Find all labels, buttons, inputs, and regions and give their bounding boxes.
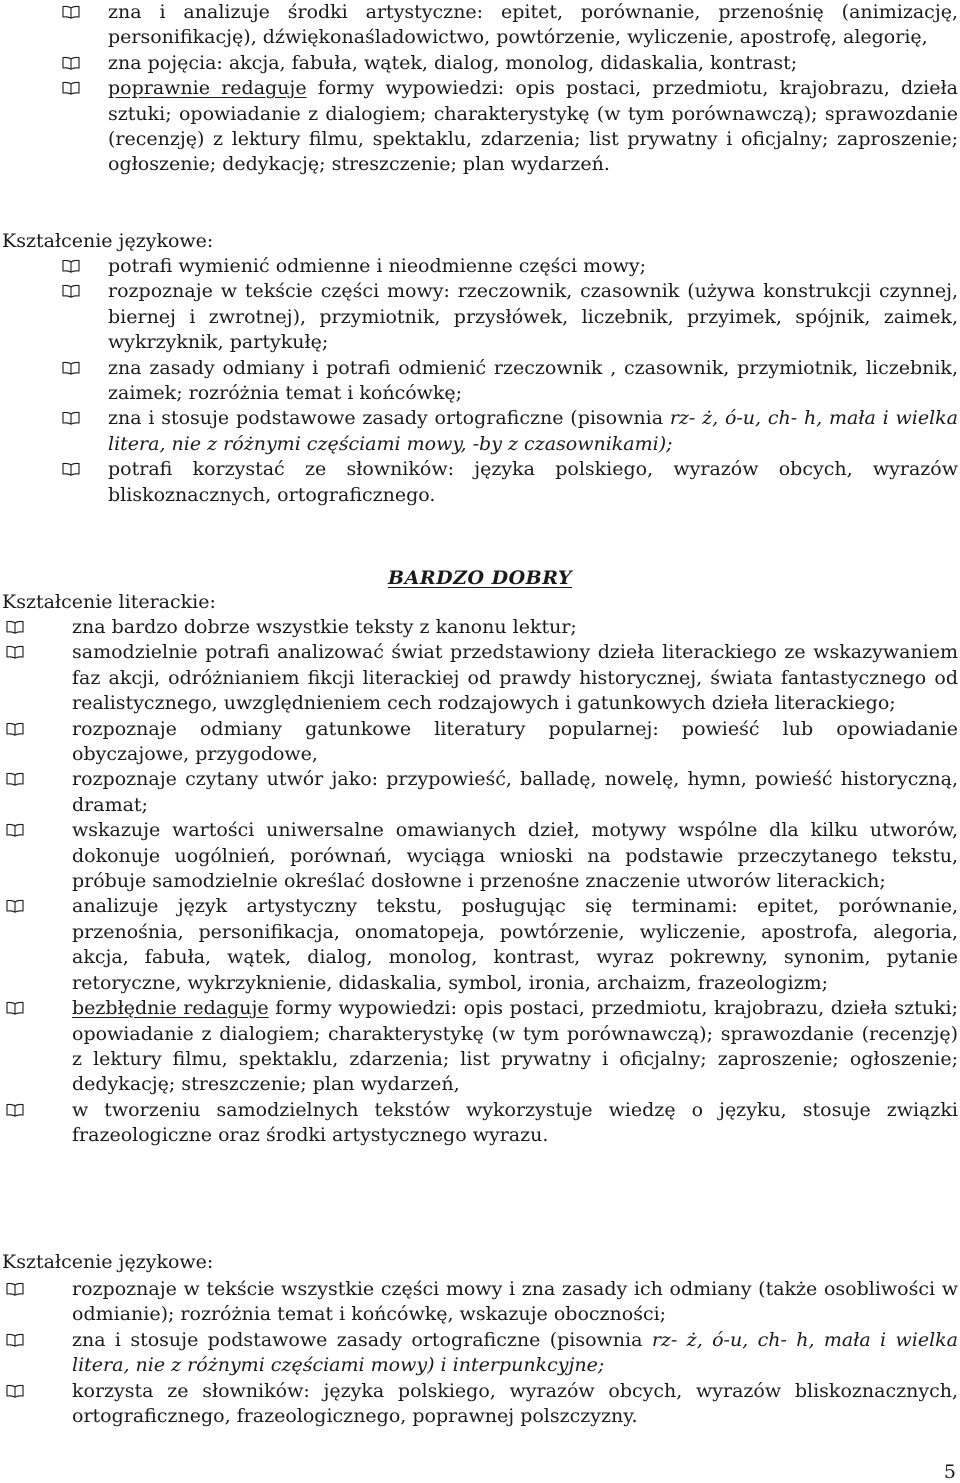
book-icon (62, 56, 80, 70)
list-item: samodzielnie potrafi analizować świat przedstawiony dzieła literackiego ze wskazywaniem faz akcji, odróżnianiem fikcji literackiej od prawdy historycznej, świata fantastycznego od realistycznego, uwzględnieniem cech rodzajowych i gatunkowych dzieła literackiego; (72, 640, 958, 716)
book-icon (6, 1384, 24, 1398)
book-icon (6, 645, 24, 659)
book-icon (6, 823, 24, 837)
list-item: zna i analizuje środki artystyczne: epitet, porównanie, przenośnię (animizację, personifikację), dźwiękonaśladowictwo, powtórzenie, wyliczenie, apostrofę, alegorię, (108, 0, 958, 51)
book-icon (6, 620, 24, 634)
section-heading-language-2: Kształcenie językowe: (2, 1251, 214, 1273)
italic-phrase: rz- ż, ó-u, ch- h, mała i wielka litera, nie z różnymi częściami mowy) i interpunkcyjne; (72, 1328, 958, 1377)
grade-title: BARDZO DOBRY (388, 567, 572, 589)
section-heading-literary: Kształcenie literackie: (2, 591, 216, 613)
list-item: zna i stosuje podstawowe zasady ortograficzne (pisownia rz- ż, ó-u, ch- h, mała i wielka litera, nie z różnymi częściami mowy) i interpunkcyjne; (72, 1328, 958, 1379)
list-item: poprawnie redaguje formy wypowiedzi: opis postaci, przedmiotu, krajobrazu, dzieła sztuki; opowiadanie z dialogiem; charakterystykę (w tym porównawczą); sprawozdanie (recenzję) z lektury filmu, spektaklu, zdarzenia; list prywatny i oficjalny; zaproszenie; ogłoszenie; dedykację; streszczenie; plan wydarzeń. (108, 76, 958, 178)
list-item: potrafi wymienić odmienne i nieodmienne części mowy; (108, 254, 958, 279)
book-icon (62, 361, 80, 375)
underlined-phrase: poprawnie redaguje (108, 77, 307, 100)
list-item: zna pojęcia: akcja, fabuła, wątek, dialog, monolog, didaskalia, kontrast; (108, 51, 958, 76)
list-item: rozpoznaje w tekście wszystkie części mowy i zna zasady ich odmiany (także osobliwości w odmianie); rozróżnia temat i końcówkę, wskazuje oboczności; (72, 1277, 958, 1328)
book-icon (62, 462, 80, 476)
list-item: rozpoznaje czytany utwór jako: przypowieść, balladę, nowelę, hymn, powieść historyczną, dramat; (72, 767, 958, 818)
page-number: 5 (943, 1461, 956, 1483)
list-item: wskazuje wartości uniwersalne omawianych dzieł, motywy wspólne dla kilku utworów, dokonuje uogólnień, porównań, wyciąga wnioski na podstawie przeczytanego tekstu, próbuje samodzielnie określać dosłowne i przenośne znaczenie utworów literackich; (72, 818, 958, 894)
book-icon (62, 411, 80, 425)
book-icon (6, 899, 24, 913)
list-item: zna i stosuje podstawowe zasady ortograficzne (pisownia rz- ż, ó-u, ch- h, mała i wielka litera, nie z różnymi częściami mowy, -by z czasownikami); (108, 406, 958, 457)
book-icon (6, 1001, 24, 1015)
list-item: w tworzeniu samodzielnych tekstów wykorzystuje wiedzę o języku, stosuje związki frazeologiczne oraz środki artystycznego wyrazu. (72, 1098, 958, 1149)
list-item: rozpoznaje w tekście części mowy: rzeczownik, czasownik (używa konstrukcji czynnej, biernej i zwrotnej), przymiotnik, przysłówek, liczebnik, przyimek, spójnik, zaimek, wykrzyknik, partykułę; (108, 279, 958, 355)
book-icon (6, 772, 24, 786)
book-icon (6, 1333, 24, 1347)
book-icon (6, 722, 24, 736)
list-item: rozpoznaje odmiany gatunkowe literatury popularnej: powieść lub opowiadanie obyczajowe, przygodowe, (72, 717, 958, 768)
list-item: zna bardzo dobrze wszystkie teksty z kanonu lektur; (72, 615, 958, 640)
list-item: potrafi korzystać ze słowników: języka polskiego, wyrazów obcych, wyrazów bliskoznacznych, ortograficznego. (108, 457, 958, 508)
book-icon (62, 284, 80, 298)
book-icon (62, 5, 80, 19)
section-heading-language-1: Kształcenie językowe: (2, 230, 214, 252)
list-item: bezbłędnie redaguje formy wypowiedzi: opis postaci, przedmiotu, krajobrazu, dzieła sztuki; opowiadanie z dialogiem; charakterystykę (w tym porównawczą); sprawozdanie (recenzję) z lektury filmu, spektaklu, zdarzenia; list prywatny i oficjalny; zaproszenie; ogłoszenie; dedykację; streszczenie; plan wydarzeń, (72, 996, 958, 1098)
list-language-skills-very-good (72, 1277, 958, 1429)
book-icon (62, 81, 80, 95)
list-item: zna zasady odmiany i potrafi odmienić rzeczownik , czasownik, przymiotnik, liczebnik, zaimek; rozróżnia temat i końcówkę; (108, 356, 958, 407)
book-icon (6, 1282, 24, 1296)
book-icon (6, 1103, 24, 1117)
list-item: korzysta ze słowników: języka polskiego, wyrazów obcych, wyrazów bliskoznacznych, ortograficznego, frazeologicznego, poprawnej polszczyzny. (72, 1379, 958, 1430)
list-language-skills-good (108, 254, 958, 508)
book-icon (62, 259, 80, 273)
italic-phrase: rz- ż, ó-u, ch- h, mała i wielka litera, nie z różnymi częściami mowy, -by z czasownikami); (108, 407, 958, 455)
list-literary-skills-good (108, 0, 958, 178)
list-literary-skills-very-good (72, 615, 958, 1149)
underlined-phrase: bezbłędnie redaguje (72, 997, 269, 1020)
list-item: analizuje język artystyczny tekstu, posługując się terminami: epitet, porównanie, przenośnia, personifikacja, onomatopeja, powtórzenie, wyliczenie, apostrofa, alegoria, akcja, fabuła, wątek, dialog, monolog, kontrast, wyraz pokrewny, synonim, pytanie retoryczne, wykrzyknienie, didaskalia, symbol, ironia, archaizm, frazeologizm; (72, 894, 958, 996)
